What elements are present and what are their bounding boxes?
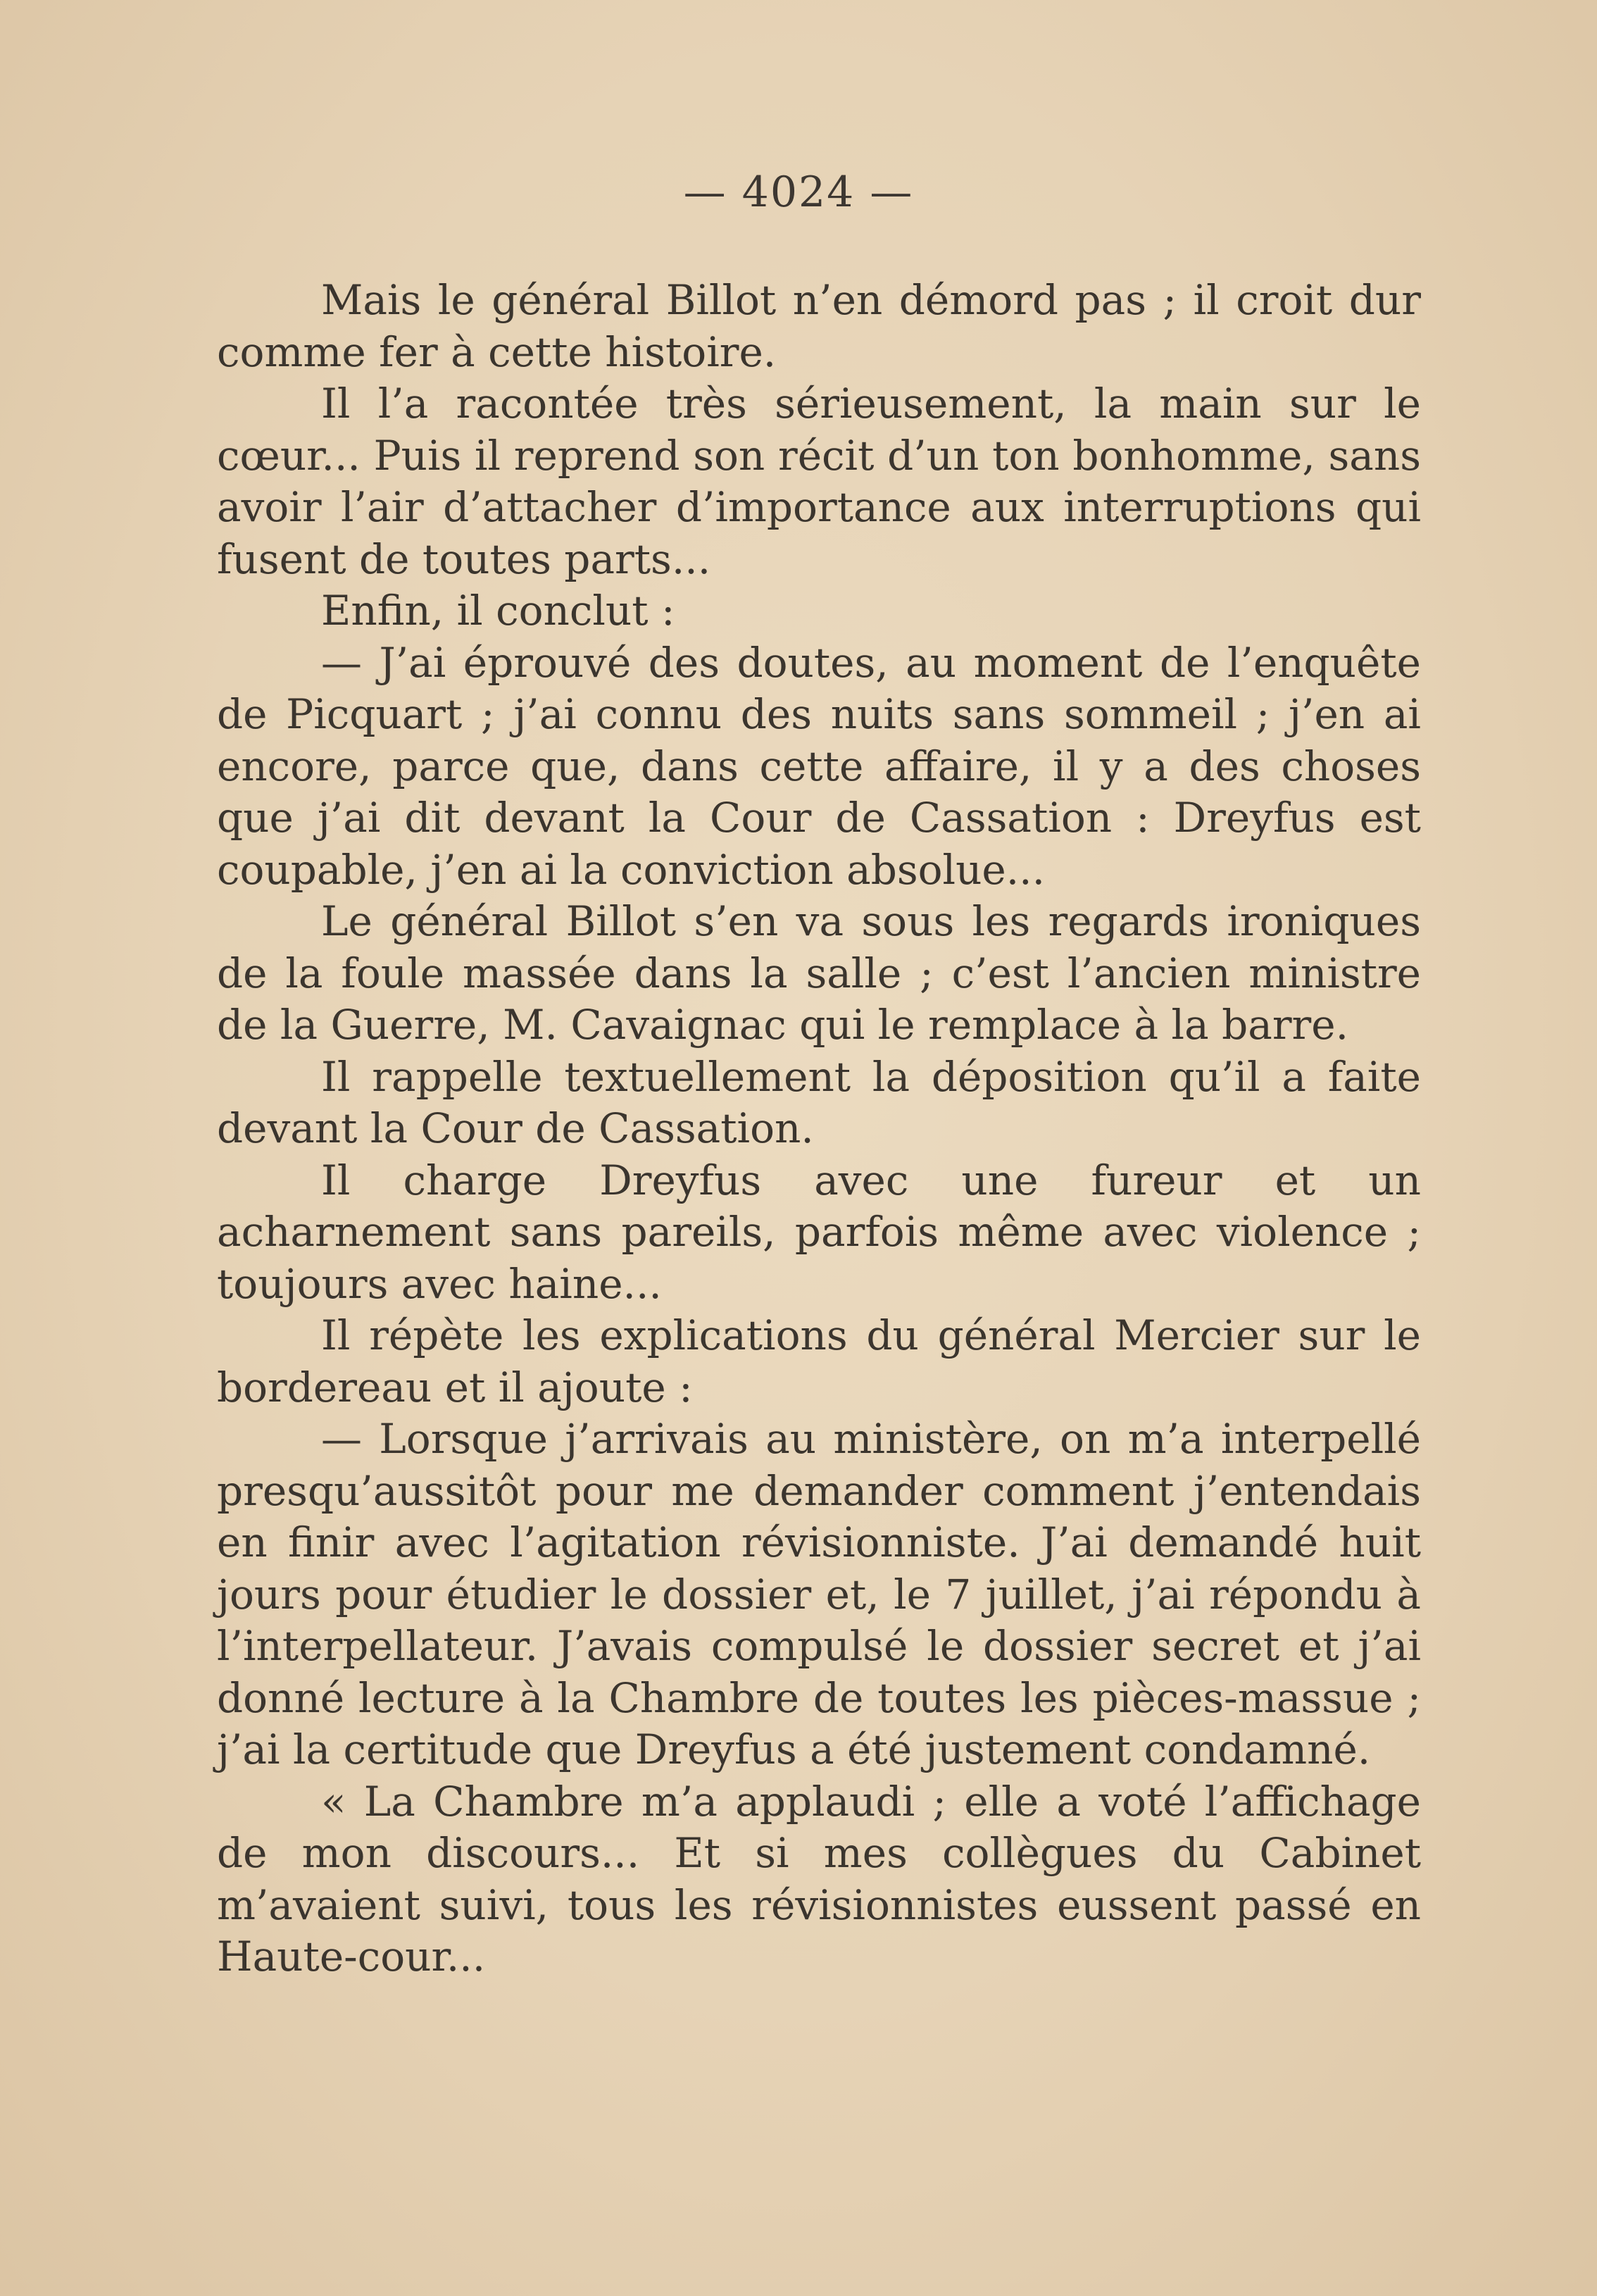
paragraph: Enfin, il conclut : (321, 587, 675, 635)
page-number: — 4024 — (683, 168, 914, 217)
paragraph: — J’ai éprouvé des doutes, au moment de l’enquête de Picquart ; j’ai connu des nuits sans sommeil ; j’en ai encore, parce que, dans cette affaire, il y a des choses que j’ai dit devant la Cour de Cassation : Dreyfus est coupable, j’en ai la conviction absolue... (217, 638, 1421, 894)
paragraph: — Lorsque j’arrivais au ministère, on m’a interpellé presqu’aussitôt pour me demander comment j’entendais en finir avec l’agitation révisionniste. J’ai demandé huit jours pour étudier le dossier et, le 7 juillet, j’ai répondu à l’interpellateur. J’avais compulsé le dossier secret et j’ai donné lecture à la Chambre de toutes les pièces-massue ; j’ai la certitude que Dreyfus a été justement condamné. (217, 1415, 1421, 1773)
paragraph: Il charge Dreyfus avec une fureur et un acharnement sans pareils, parfois même avec violence ; toujours avec haine... (217, 1156, 1421, 1308)
paragraph: Il l’a racontée très sérieusement, la main sur le cœur... Puis il reprend son récit d’un ton bonhomme, sans avoir l’air d’attacher d’importance aux interruptions qui fusent de toutes parts... (217, 380, 1421, 583)
body-text (217, 275, 1421, 1983)
paragraph: Mais le général Billot n’en démord pas ; il croit dur comme fer à cette histoire. (217, 276, 1421, 376)
paragraph: Le général Billot s’en va sous les regards ironiques de la foule massée dans la salle ; c’est l’ancien ministre de la Guerre, M. Cavaignac qui le remplace à la barre. (217, 897, 1421, 1049)
paragraph: Il répète les explications du général Mercier sur le bordereau et il ajoute : (217, 1311, 1421, 1411)
paragraph: Il rappelle textuellement la déposition qu’il a faite devant la Cour de Cassation. (217, 1052, 1421, 1152)
paragraph: « La Chambre m’a applaudi ; elle a voté l’affichage de mon discours... Et si mes collègues du Cabinet m’avaient suivi, tous les révisionnistes eussent passé en Haute-cour... (217, 1777, 1421, 1980)
